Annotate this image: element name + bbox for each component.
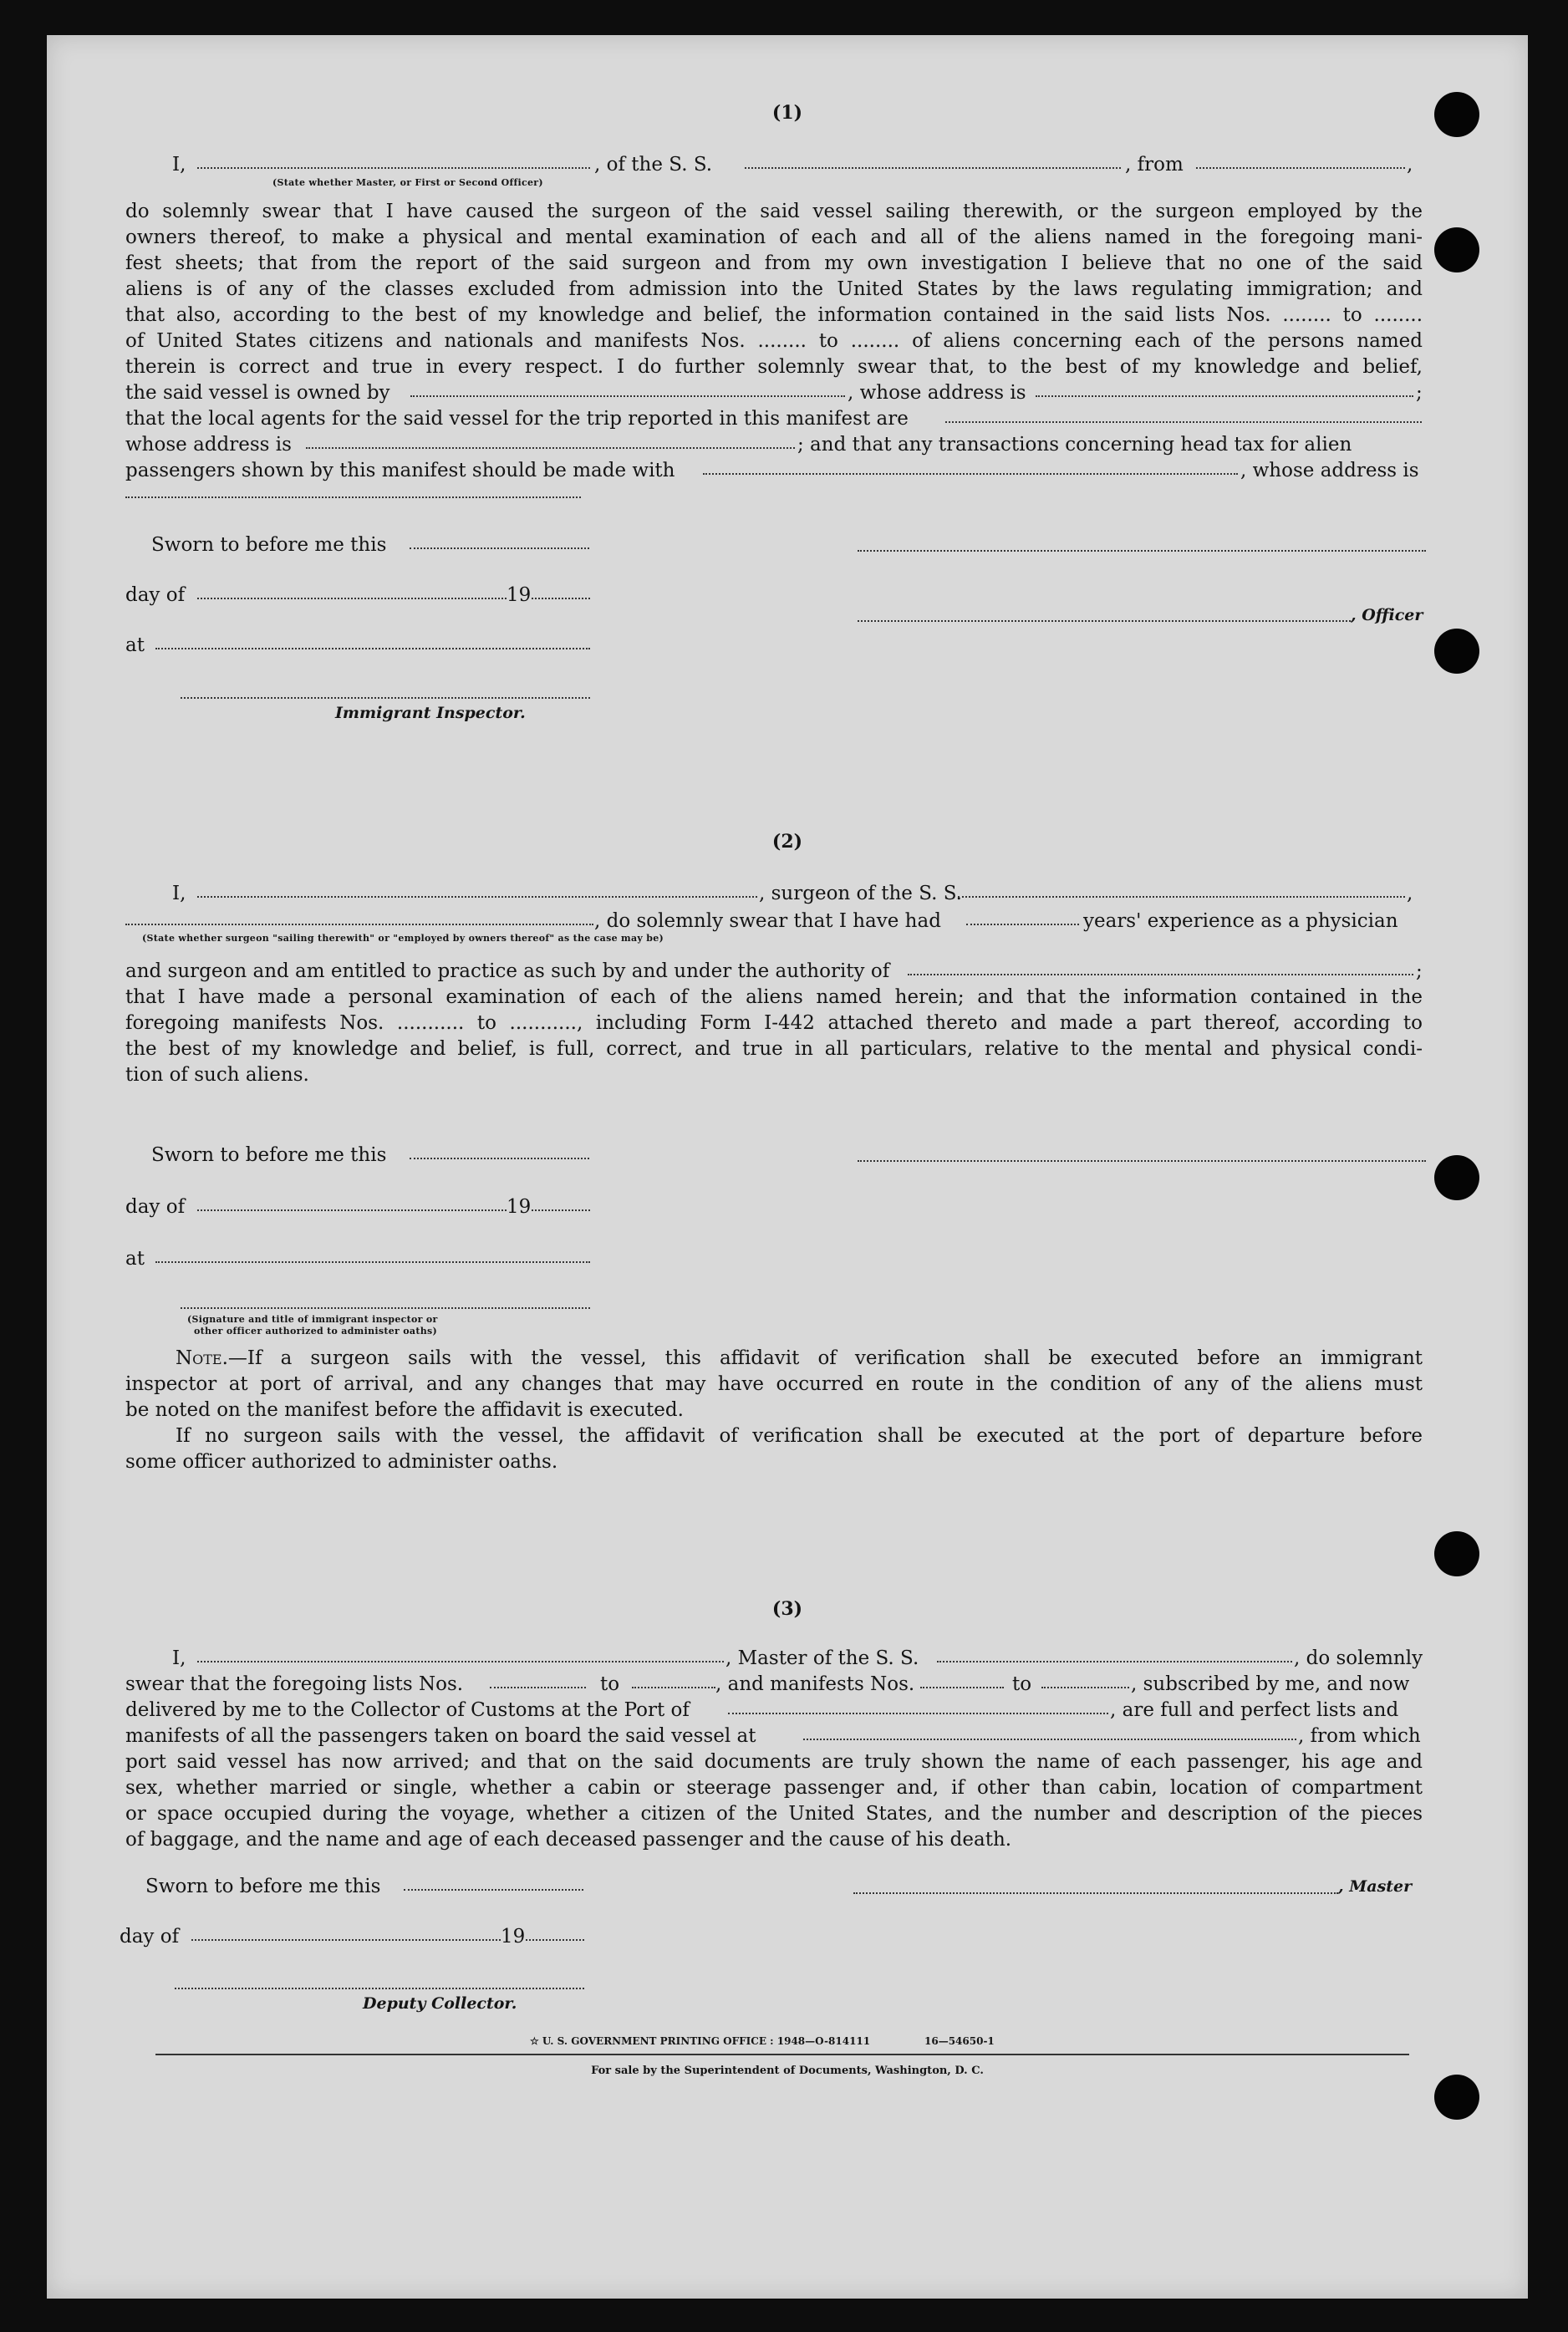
manifest-back-page — [47, 35, 1528, 2299]
day-of-field[interactable] — [197, 598, 507, 599]
officer-signature-line[interactable] — [858, 550, 1426, 552]
form-code: 16—54650-1 — [924, 2035, 995, 2047]
owner-address-field[interactable] — [1036, 395, 1413, 397]
section-3-i-label: I, — [172, 1647, 186, 1669]
to-label: to — [1012, 1673, 1032, 1695]
surgeon-signature-line[interactable] — [858, 1160, 1426, 1162]
head-tax-contact-field[interactable] — [703, 473, 1238, 475]
at-label: at — [125, 1248, 145, 1270]
years-experience-field[interactable] — [966, 924, 1079, 925]
paragraph-line: tion of such aliens. — [125, 1064, 309, 1086]
section-3-heading: (3) — [771, 1598, 803, 1620]
surgeon-note: (State whether surgeon "sailing therewith" or "employed by owners thereof" as the case may be) — [142, 933, 664, 944]
head-tax-text: ; and that any transactions concerning head tax for alien — [797, 434, 1352, 456]
deputy-signature-line[interactable] — [175, 1988, 584, 1989]
note-paragraph — [125, 1346, 1423, 1372]
paragraph-line: of United States citizens and nationals and manifests Nos. ........ to ........ of aliens concerning each of the persons named — [125, 330, 1423, 352]
officer-note: (State whether Master, or First or Second Officer) — [272, 177, 543, 188]
lists-from-field[interactable] — [490, 1687, 586, 1688]
boarding-port-field[interactable] — [803, 1739, 1296, 1740]
punch-hole — [1434, 1155, 1479, 1200]
note-label: Note. — [176, 1347, 228, 1369]
surgeon-name-field[interactable] — [197, 896, 757, 898]
sworn-label: Sworn to before me this — [151, 1144, 387, 1166]
manifests-label: , and manifests Nos. — [715, 1673, 915, 1695]
day-of-label: day of — [125, 1196, 186, 1218]
full-perfect-label: , are full and perfect lists and — [1110, 1699, 1399, 1721]
authority-label: and surgeon and am entitled to practice as such by and under the authority of — [125, 960, 890, 982]
passengers-shown-text: passengers shown by this manifest should be made with — [125, 460, 675, 481]
surgeon-ship-field[interactable] — [958, 896, 1405, 898]
at-field[interactable] — [155, 1261, 590, 1263]
signature-note: (Signature and title of immigrant inspector or — [187, 1314, 438, 1325]
authority-field[interactable] — [908, 974, 1413, 975]
do-solemnly-label: , do solemnly — [1294, 1647, 1423, 1669]
comma: , — [1407, 883, 1413, 904]
ship-name-field[interactable] — [745, 167, 1121, 169]
local-agents-field[interactable] — [945, 421, 1422, 423]
paragraph-line: aliens is of any of the classes excluded from admission into the United States by the laws regulating immigration; and — [125, 278, 1423, 300]
year-field[interactable] — [532, 598, 590, 599]
semicolon: ; — [1416, 960, 1423, 982]
footer-divider — [155, 2054, 1409, 2055]
paragraph-line: of baggage, and the name and age of each deceased passenger and the cause of his death. — [125, 1829, 1012, 1851]
immigrant-inspector-label: Immigrant Inspector. — [335, 704, 526, 722]
master-ship-field[interactable] — [937, 1661, 1292, 1662]
paragraph-line: owners thereof, to make a physical and mental examination of each and all of the aliens named in the foregoing mani- — [125, 227, 1423, 248]
section-3-paragraph — [125, 1749, 1423, 1853]
subscribed-label: , subscribed by me, and now — [1131, 1673, 1410, 1695]
punch-hole — [1434, 629, 1479, 674]
section-1-paragraph — [125, 199, 1423, 380]
day-of-label: day of — [125, 584, 186, 606]
paragraph-line: fest sheets; that from the report of the said surgeon and from my own investigation I believe that no one of the said — [125, 252, 1423, 274]
signature-note: other officer authorized to administer oaths) — [194, 1326, 438, 1337]
port-field[interactable] — [728, 1713, 1108, 1714]
of-ss-label: , of the S. S. — [594, 154, 713, 176]
master-label: , Master — [1338, 1877, 1413, 1896]
surgeon-of-label: , surgeon of the S. S. — [759, 883, 962, 904]
year-label: 19 — [507, 1196, 532, 1218]
officer-signature-line[interactable] — [181, 1307, 590, 1309]
year-field[interactable] — [532, 1209, 590, 1211]
note-text: —If a surgeon sails with the vessel, this affidavit of verification shall be executed before an immigrant — [227, 1347, 1423, 1369]
manifests-from-field[interactable] — [920, 1687, 1004, 1688]
day-of-label: day of — [120, 1926, 180, 1948]
officer-name-field[interactable] — [197, 167, 590, 169]
day-of-field[interactable] — [191, 1939, 501, 1941]
surgeon-status-field[interactable] — [125, 924, 593, 925]
at-field[interactable] — [155, 648, 590, 649]
year-label: 19 — [507, 584, 532, 606]
years-experience-label: years' experience as a physician — [1083, 910, 1398, 932]
paragraph-line: or space occupied during the voyage, whether a citizen of the United States, and the number and description of the pieces — [125, 1803, 1423, 1825]
officer-title-line[interactable] — [858, 620, 1351, 622]
at-label: at — [125, 634, 145, 656]
comma: , — [1407, 154, 1413, 176]
paragraph-line: foregoing manifests Nos. ........... to ..........., including Form I-442 attached thereto and made a part thereof, according to — [125, 1012, 1423, 1034]
whose-address-end: , whose address is — [1240, 460, 1419, 481]
paragraph-line: do solemnly swear that I have caused the surgeon of the said vessel sailing therewith, or the surgeon employed by the — [125, 201, 1423, 222]
section-1-heading: (1) — [771, 102, 803, 124]
paragraph-line: therein is correct and true in every respect. I do further solemnly swear that, to the best of my knowledge and belief, — [125, 356, 1423, 378]
port-label: delivered by me to the Collector of Customs at the Port of — [125, 1699, 690, 1721]
master-signature-line[interactable] — [853, 1892, 1338, 1894]
local-agents-label: that the local agents for the said vessel for the trip reported in this manifest are — [125, 408, 909, 430]
note-line: inspector at port of arrival, and any changes that may have occurred en route in the condition of any of the aliens must — [125, 1373, 1423, 1395]
paragraph-line: the best of my knowledge and belief, is full, correct, and true in all particulars, relative to the mental and physical condi- — [125, 1038, 1423, 1060]
to-label: to — [600, 1673, 620, 1695]
taken-on-board-label: manifests of all the passengers taken on board the said vessel at — [125, 1725, 756, 1747]
day-of-field[interactable] — [197, 1209, 507, 1211]
head-tax-address-field[interactable] — [125, 496, 581, 498]
sworn-label: Sworn to before me this — [151, 534, 387, 556]
officer-label: , Officer — [1351, 606, 1423, 624]
from-which-label: , from which — [1298, 1725, 1421, 1747]
lists-label: swear that the foregoing lists Nos. — [125, 1673, 464, 1695]
do-solemnly-label: , do solemnly swear that I have had — [594, 910, 941, 932]
lists-to-field[interactable] — [632, 1687, 715, 1688]
deputy-collector-label: Deputy Collector. — [363, 1994, 517, 2013]
year-label: 19 — [501, 1926, 526, 1948]
sworn-date-field[interactable] — [410, 1158, 589, 1159]
from-port-field[interactable] — [1196, 167, 1405, 169]
owned-by-label: the said vessel is owned by — [125, 382, 390, 404]
section-2-i-label: I, — [172, 883, 186, 904]
owner-field[interactable] — [410, 395, 845, 397]
manifests-to-field[interactable] — [1041, 1687, 1129, 1688]
punch-hole — [1434, 1531, 1479, 1576]
year-field[interactable] — [526, 1939, 584, 1941]
note-block — [125, 1346, 1423, 1475]
agents-address-field[interactable] — [306, 447, 795, 449]
agents-address-label: whose address is — [125, 434, 292, 456]
section-1-i-label: I, — [172, 154, 186, 176]
note-line: be noted on the manifest before the affidavit is executed. — [125, 1399, 684, 1421]
sworn-date-field[interactable] — [410, 547, 589, 549]
semicolon: ; — [1416, 382, 1423, 404]
master-of-label: , Master of the S. S. — [725, 1647, 919, 1669]
punch-hole — [1434, 227, 1479, 272]
from-label: , from — [1125, 154, 1184, 176]
sworn-date-field[interactable] — [404, 1889, 583, 1891]
paragraph-line: that I have made a personal examination of each of the aliens named herein; and that the information contained in the — [125, 986, 1423, 1008]
sworn-label: Sworn to before me this — [145, 1876, 381, 1897]
printing-office-line: ☆ U. S. GOVERNMENT PRINTING OFFICE : 1948—O-814111 — [530, 2035, 871, 2047]
section-2-heading: (2) — [771, 831, 803, 853]
whose-address-label: , whose address is — [848, 382, 1026, 404]
inspector-signature-line[interactable] — [181, 697, 590, 699]
master-name-field[interactable] — [197, 1661, 724, 1662]
paragraph-line: sex, whether married or single, whether a cabin or steerage passenger and, if other than cabin, location of compartment — [125, 1777, 1423, 1799]
section-2-paragraph — [125, 985, 1423, 1088]
note-line: If no surgeon sails with the vessel, the affidavit of verification shall be executed at the port of departure before — [176, 1425, 1423, 1447]
punch-hole — [1434, 2075, 1479, 2120]
note-line: some officer authorized to administer oaths. — [125, 1451, 558, 1473]
paragraph-line: that also, according to the best of my knowledge and belief, the information contained in the said lists Nos. ........ to ........ — [125, 304, 1423, 326]
for-sale-line: For sale by the Superintendent of Documents, Washington, D. C. — [591, 2065, 984, 2077]
paragraph-line: port said vessel has now arrived; and that on the said documents are truly shown the name of each passenger, his age and — [125, 1751, 1423, 1773]
